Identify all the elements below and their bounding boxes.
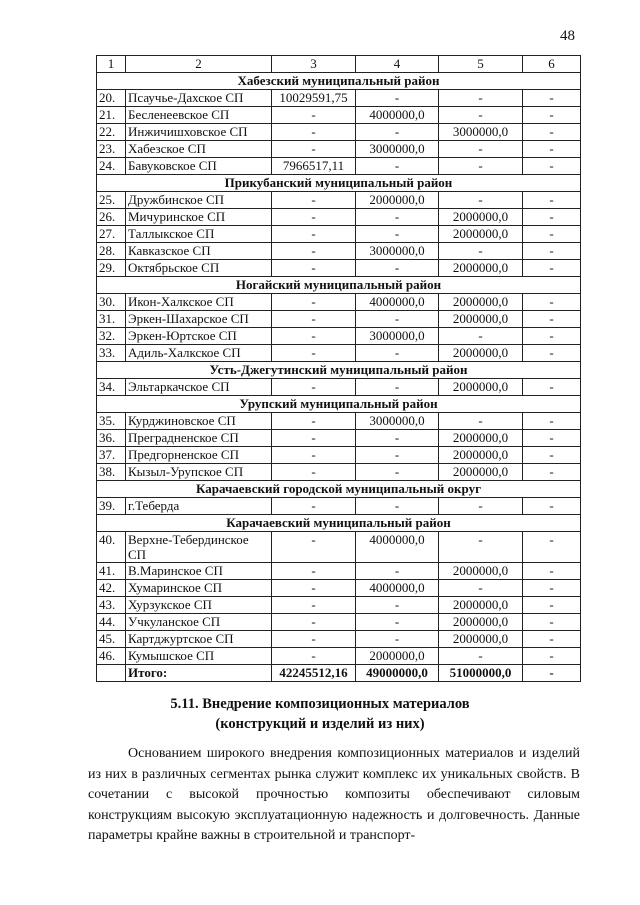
table-cell: 3000000,0 — [356, 243, 439, 260]
table-row — [97, 192, 581, 209]
table-cell: 4000000,0 — [356, 532, 439, 563]
table-cell: Инжичишховское СП — [126, 124, 272, 141]
table-cell: - — [356, 379, 439, 396]
table-cell: - — [523, 498, 581, 515]
table-row — [97, 464, 581, 481]
table-row — [97, 260, 581, 277]
table-cell: Псаучье-Дахское СП — [126, 90, 272, 107]
table-cell: - — [356, 260, 439, 277]
table-cell: 2000000,0 — [356, 648, 439, 665]
table-cell: - — [272, 192, 356, 209]
table-cell: - — [523, 158, 581, 175]
column-header: 2 — [126, 56, 272, 73]
column-header: 4 — [356, 56, 439, 73]
table-cell: 28. — [97, 243, 126, 260]
table-cell: - — [272, 498, 356, 515]
table-row — [97, 379, 581, 396]
table-cell: - — [272, 226, 356, 243]
table-cell: 40. — [97, 532, 126, 563]
table-cell: - — [523, 192, 581, 209]
table-cell: г.Теберда — [126, 498, 272, 515]
table-cell: 46. — [97, 648, 126, 665]
table-cell: - — [272, 614, 356, 631]
table-cell: 2000000,0 — [439, 614, 523, 631]
table-cell: - — [439, 532, 523, 563]
table-cell: 39. — [97, 498, 126, 515]
table-cell: - — [523, 141, 581, 158]
district-group-row — [97, 515, 581, 532]
table-row — [97, 294, 581, 311]
district-title: Усть-Джегутинский муниципальный район — [97, 362, 581, 379]
table-row — [97, 141, 581, 158]
table-cell: - — [356, 90, 439, 107]
table-cell: - — [439, 107, 523, 124]
table-row — [97, 158, 581, 175]
district-group-row — [97, 481, 581, 498]
table-cell: 21. — [97, 107, 126, 124]
table-row — [97, 563, 581, 580]
table-cell: - — [523, 90, 581, 107]
column-header: 6 — [523, 56, 581, 73]
table-cell: - — [356, 345, 439, 362]
table-cell: Эльтаркачское СП — [126, 379, 272, 396]
table-cell: - — [439, 580, 523, 597]
page-number: 48 — [560, 28, 575, 44]
table-cell: 2000000,0 — [439, 430, 523, 447]
table-cell: - — [523, 124, 581, 141]
table-cell: 2000000,0 — [439, 260, 523, 277]
table-row — [97, 328, 581, 345]
table-cell: 22. — [97, 124, 126, 141]
table-cell: 2000000,0 — [439, 209, 523, 226]
table-header-row — [97, 56, 581, 73]
table-cell: 35. — [97, 413, 126, 430]
table-cell: Учкуланское СП — [126, 614, 272, 631]
table-cell: 25. — [97, 192, 126, 209]
table-cell: - — [523, 243, 581, 260]
table-row — [97, 498, 581, 515]
table-cell: - — [356, 464, 439, 481]
table-cell: - — [272, 345, 356, 362]
table-cell: Хабезское СП — [126, 141, 272, 158]
district-group-row — [97, 73, 581, 90]
table-cell: 37. — [97, 447, 126, 464]
table-row — [97, 580, 581, 597]
section-heading-line2: (конструкций и изделий из них) — [215, 716, 425, 732]
table-row — [97, 243, 581, 260]
total-row — [97, 665, 581, 682]
total-cell: - — [523, 665, 581, 682]
table-cell: 41. — [97, 563, 126, 580]
table-cell: 26. — [97, 209, 126, 226]
district-group-row — [97, 362, 581, 379]
table-cell: - — [356, 158, 439, 175]
table-cell: 45. — [97, 631, 126, 648]
table-cell: Октябрьское СП — [126, 260, 272, 277]
district-title: Карачаевский городской муниципальный округ — [97, 481, 581, 498]
table-row — [97, 90, 581, 107]
total-cell: Итого: — [126, 665, 272, 682]
table-cell: - — [439, 192, 523, 209]
table-cell: Бавуковское СП — [126, 158, 272, 175]
table-cell: - — [523, 379, 581, 396]
table-cell: 2000000,0 — [356, 192, 439, 209]
table-cell: - — [523, 107, 581, 124]
table-cell: Курджиновское СП — [126, 413, 272, 430]
table-cell: - — [272, 260, 356, 277]
table-cell: 44. — [97, 614, 126, 631]
table-row — [97, 311, 581, 328]
table-cell: Дружбинское СП — [126, 192, 272, 209]
table-cell: 3000000,0 — [356, 413, 439, 430]
table-cell: 23. — [97, 141, 126, 158]
table-cell: - — [272, 631, 356, 648]
table-cell: Хурзукское СП — [126, 597, 272, 614]
column-header: 3 — [272, 56, 356, 73]
table-cell: - — [439, 498, 523, 515]
table-cell: - — [272, 447, 356, 464]
district-title: Прикубанский муниципальный район — [97, 175, 581, 192]
table-cell: Адиль-Халкское СП — [126, 345, 272, 362]
table-row — [97, 648, 581, 665]
table-cell: - — [356, 498, 439, 515]
table-cell: Мичуринское СП — [126, 209, 272, 226]
table-cell: 42. — [97, 580, 126, 597]
table-cell: - — [356, 631, 439, 648]
table-cell: В.Маринское СП — [126, 563, 272, 580]
table-cell: - — [272, 430, 356, 447]
table-row — [97, 597, 581, 614]
table-cell: 36. — [97, 430, 126, 447]
table-cell: - — [523, 532, 581, 563]
table-cell: - — [439, 413, 523, 430]
table-cell: 3000000,0 — [356, 328, 439, 345]
table-cell: - — [356, 614, 439, 631]
table-cell: 43. — [97, 597, 126, 614]
district-title: Карачаевский муниципальный район — [97, 515, 581, 532]
table-cell: - — [272, 243, 356, 260]
table-cell: Кызыл-Урупское СП — [126, 464, 272, 481]
table-cell: 32. — [97, 328, 126, 345]
table-cell: 10029591,75 — [272, 90, 356, 107]
table-cell: - — [356, 311, 439, 328]
table-cell: 31. — [97, 311, 126, 328]
table-cell: 2000000,0 — [439, 345, 523, 362]
total-cell: 42245512,16 — [272, 665, 356, 682]
district-title: Ногайский муниципальный район — [97, 277, 581, 294]
table-cell: - — [523, 580, 581, 597]
table-cell: - — [272, 597, 356, 614]
table-cell: 34. — [97, 379, 126, 396]
table-row — [97, 532, 581, 563]
table-cell: - — [439, 243, 523, 260]
table-cell: 2000000,0 — [439, 464, 523, 481]
district-group-row — [97, 277, 581, 294]
table-cell: - — [523, 260, 581, 277]
table-cell: - — [439, 90, 523, 107]
settlements-table — [96, 55, 581, 682]
table-cell: Бесленеевское СП — [126, 107, 272, 124]
table-cell: 3000000,0 — [439, 124, 523, 141]
table-cell: - — [272, 124, 356, 141]
table-cell: - — [272, 107, 356, 124]
table-cell: Преградненское СП — [126, 430, 272, 447]
body-paragraph: Основанием широкого внедрения композиционных материалов и изделий из них в различных сегментах рынка служит комплекс их уникальных свойств. В сочетании с высокой прочностью композиты обеспечивают силовым конструкциям высокую эксплуатационную надежность и долговечность. Данные параметры крайне важны в строительной и транспорт- — [88, 746, 580, 843]
table-cell: 2000000,0 — [439, 447, 523, 464]
table-cell: - — [272, 532, 356, 563]
table-cell: - — [523, 614, 581, 631]
table-cell: 27. — [97, 226, 126, 243]
table-cell: - — [523, 430, 581, 447]
total-cell — [97, 665, 126, 682]
table-cell: - — [523, 447, 581, 464]
table-cell: - — [356, 430, 439, 447]
district-title: Хабезский муниципальный район — [97, 73, 581, 90]
table-cell: - — [523, 597, 581, 614]
table-cell: - — [439, 158, 523, 175]
table-cell: 3000000,0 — [356, 141, 439, 158]
table-cell: - — [272, 141, 356, 158]
table-cell: Верхне-Тебердинское СП — [126, 532, 272, 563]
table-cell: Предгорненское СП — [126, 447, 272, 464]
table-row — [97, 345, 581, 362]
table-cell: - — [272, 413, 356, 430]
table-cell: 2000000,0 — [439, 311, 523, 328]
table-cell: - — [439, 328, 523, 345]
table-cell: 33. — [97, 345, 126, 362]
table-cell: Кавказское СП — [126, 243, 272, 260]
table-cell: 2000000,0 — [439, 226, 523, 243]
table-cell: 38. — [97, 464, 126, 481]
total-cell: 51000000,0 — [439, 665, 523, 682]
table-cell: Хумаринское СП — [126, 580, 272, 597]
table-cell: 7966517,11 — [272, 158, 356, 175]
table-cell: - — [272, 311, 356, 328]
table-cell: - — [272, 294, 356, 311]
table-cell: - — [272, 648, 356, 665]
district-group-row — [97, 175, 581, 192]
table-cell: 2000000,0 — [439, 597, 523, 614]
table-cell: - — [439, 141, 523, 158]
table-cell: 4000000,0 — [356, 580, 439, 597]
table-cell: - — [356, 563, 439, 580]
table-row — [97, 226, 581, 243]
table-cell: Кумышское СП — [126, 648, 272, 665]
column-header: 5 — [439, 56, 523, 73]
table-row — [97, 447, 581, 464]
table-cell: - — [356, 209, 439, 226]
table-cell: - — [523, 631, 581, 648]
table-cell: - — [523, 563, 581, 580]
table-cell: - — [523, 648, 581, 665]
table-cell: 2000000,0 — [439, 379, 523, 396]
table-cell: Эркен-Юртское СП — [126, 328, 272, 345]
table-cell: - — [272, 464, 356, 481]
section-heading — [0, 694, 640, 734]
table-cell: - — [272, 328, 356, 345]
table-cell: 20. — [97, 90, 126, 107]
table-cell: - — [356, 597, 439, 614]
table-cell: - — [523, 345, 581, 362]
table-cell: 4000000,0 — [356, 107, 439, 124]
table-row — [97, 209, 581, 226]
table-cell: - — [356, 447, 439, 464]
table-cell: - — [356, 124, 439, 141]
table-cell: Эркен-Шахарское СП — [126, 311, 272, 328]
table-cell: - — [272, 580, 356, 597]
table-cell: 24. — [97, 158, 126, 175]
table-cell: 30. — [97, 294, 126, 311]
table-cell: - — [272, 563, 356, 580]
table-cell: 2000000,0 — [439, 563, 523, 580]
table-cell: Картджуртское СП — [126, 631, 272, 648]
total-cell: 49000000,0 — [356, 665, 439, 682]
table-cell: - — [272, 209, 356, 226]
table-cell: 29. — [97, 260, 126, 277]
table-row — [97, 631, 581, 648]
table-cell: - — [523, 328, 581, 345]
table-cell: - — [523, 311, 581, 328]
table-cell: 2000000,0 — [439, 631, 523, 648]
table-cell: - — [523, 226, 581, 243]
section-heading-line1: 5.11. Внедрение композиционных материалов — [170, 696, 470, 712]
table-cell: 2000000,0 — [439, 294, 523, 311]
table-cell: - — [523, 413, 581, 430]
table-row — [97, 430, 581, 447]
district-title: Урупский муниципальный район — [97, 396, 581, 413]
table-cell: - — [272, 379, 356, 396]
table-row — [97, 614, 581, 631]
table-cell: - — [356, 226, 439, 243]
table-row — [97, 107, 581, 124]
table-cell: - — [523, 294, 581, 311]
table-cell: 4000000,0 — [356, 294, 439, 311]
table-cell: Таллыкское СП — [126, 226, 272, 243]
table-cell: - — [523, 464, 581, 481]
table-cell: - — [439, 648, 523, 665]
table-row — [97, 413, 581, 430]
table-row — [97, 124, 581, 141]
table-cell: - — [523, 209, 581, 226]
table-cell: Икон-Халкское СП — [126, 294, 272, 311]
column-header: 1 — [97, 56, 126, 73]
district-group-row — [97, 396, 581, 413]
